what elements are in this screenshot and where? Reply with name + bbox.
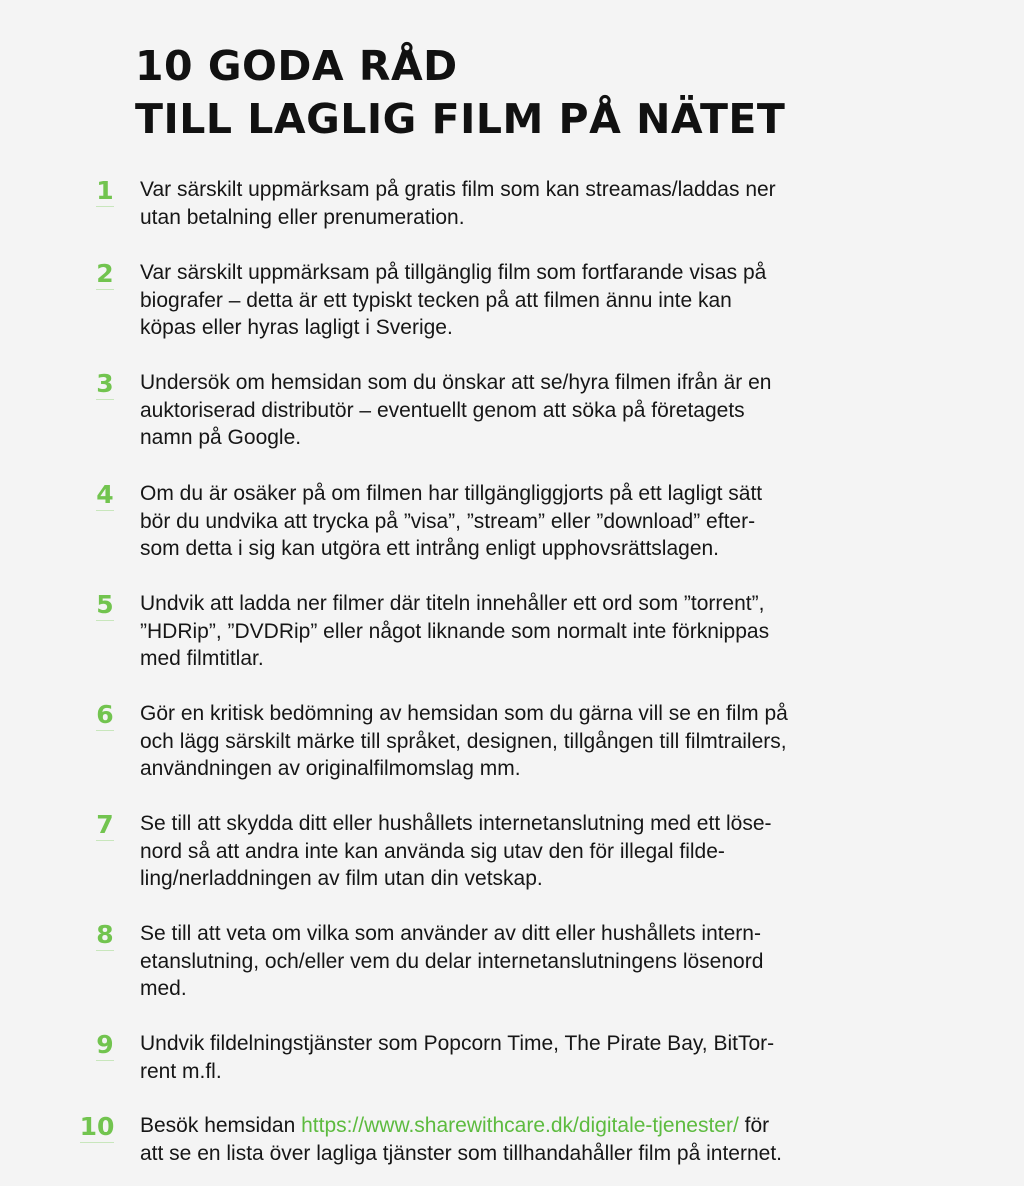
tip-number: 7 bbox=[45, 807, 165, 843]
tip-line: bör du undvika att trycka på ”visa”, ”stream” eller ”download” efter- bbox=[140, 509, 756, 533]
tip-line: utan betalning eller prenumeration. bbox=[140, 205, 465, 229]
tip-line: köpas eller hyras lagligt i Sverige. bbox=[140, 316, 453, 339]
tip-line: ling/nerladdningen av film utan din vetskap. bbox=[140, 867, 543, 890]
tip-line: att se en lista över lagliga tjänster som tillhandahåller film på internet. bbox=[140, 1141, 782, 1165]
tip-number: 2 bbox=[45, 256, 165, 292]
tip-line: Var särskilt uppmärksam på tillgänglig film som fortfarande visas på bbox=[140, 261, 767, 284]
tip-line: Undvik fildelningstjänster som Popcorn Time, The Pirate Bay, BitTor- bbox=[140, 1032, 775, 1055]
tip-line: nord så att andra inte kan använda sig utav den för illegal filde- bbox=[140, 839, 725, 863]
tip-line: Undersök om hemsidan som du önskar att se/hyra filmen ifrån är en bbox=[140, 371, 772, 394]
tip-line: auktoriserad distributör – eventuellt genom att söka på företagets bbox=[140, 398, 745, 422]
title-line-2: TILL LAGLIG FILM PÅ NÄTET bbox=[135, 95, 786, 143]
tip-line: användningen av originalfilmomslag mm. bbox=[140, 757, 521, 780]
tip-text bbox=[140, 369, 960, 452]
tip-line-end: för bbox=[738, 1114, 770, 1137]
tip-text bbox=[140, 700, 960, 783]
tip-line: med filmtitlar. bbox=[140, 647, 264, 670]
tip-text bbox=[140, 176, 960, 231]
tip-number: 5 bbox=[45, 587, 165, 623]
tip-line: Gör en kritisk bedömning av hemsidan som du gärna vill se en film på bbox=[140, 702, 788, 725]
tip-number: 9 bbox=[45, 1027, 165, 1063]
tip-line: Om du är osäker på om filmen har tillgängliggjorts på ett lagligt sätt bbox=[140, 482, 763, 505]
tip-text bbox=[140, 1030, 960, 1085]
tip-line: med. bbox=[140, 977, 187, 1000]
page-title bbox=[135, 40, 785, 146]
tip-text bbox=[140, 810, 960, 893]
title-line-1: 10 GODA RÅD bbox=[135, 42, 458, 90]
tip-line: Undvik att ladda ner filmer där titeln innehåller ett ord som ”torrent”, bbox=[140, 592, 765, 615]
tip-number: 6 bbox=[45, 697, 165, 733]
sharewithcare-link[interactable]: https://www.sharewithcare.dk/digitale-tjenester/ bbox=[301, 1114, 739, 1137]
tip-text bbox=[140, 590, 960, 673]
tip-line: rent m.fl. bbox=[140, 1059, 222, 1083]
tip-line: biografer – detta är ett typiskt tecken på att filmen ännu inte kan bbox=[140, 288, 732, 312]
tip-line bbox=[140, 1112, 960, 1140]
tip-number: 8 bbox=[45, 917, 165, 953]
tip-text bbox=[140, 1112, 960, 1167]
tip-number: 3 bbox=[45, 366, 165, 402]
tip-line: Var särskilt uppmärksam på gratis film som kan streamas/laddas ner bbox=[140, 178, 776, 201]
tip-line: Se till att skydda ditt eller hushållets internetanslutning med ett löse- bbox=[140, 812, 772, 835]
tip-line: som detta i sig kan utgöra ett intrång enligt upphovsrättslagen. bbox=[140, 537, 720, 560]
tip-line: etanslutning, och/eller vem du delar internetanslutningens lösenord bbox=[140, 949, 764, 973]
tip-text bbox=[140, 259, 960, 342]
tip-number: 1 bbox=[45, 173, 165, 209]
tip-number: 4 bbox=[45, 477, 165, 513]
tip-line: och lägg särskilt märke till språket, designen, tillgången till filmtrailers, bbox=[140, 729, 787, 753]
tip-text bbox=[140, 920, 960, 1003]
tip-line: Se till att veta om vilka som använder av ditt eller hushållets intern- bbox=[140, 922, 761, 945]
tip-line-start: Besök hemsidan bbox=[140, 1114, 302, 1137]
tip-text bbox=[140, 480, 960, 563]
tip-number: 10 bbox=[37, 1109, 157, 1145]
tip-line: ”HDRip”, ”DVDRip” eller något liknande som normalt inte förknippas bbox=[140, 619, 770, 643]
tip-line: namn på Google. bbox=[140, 426, 302, 449]
